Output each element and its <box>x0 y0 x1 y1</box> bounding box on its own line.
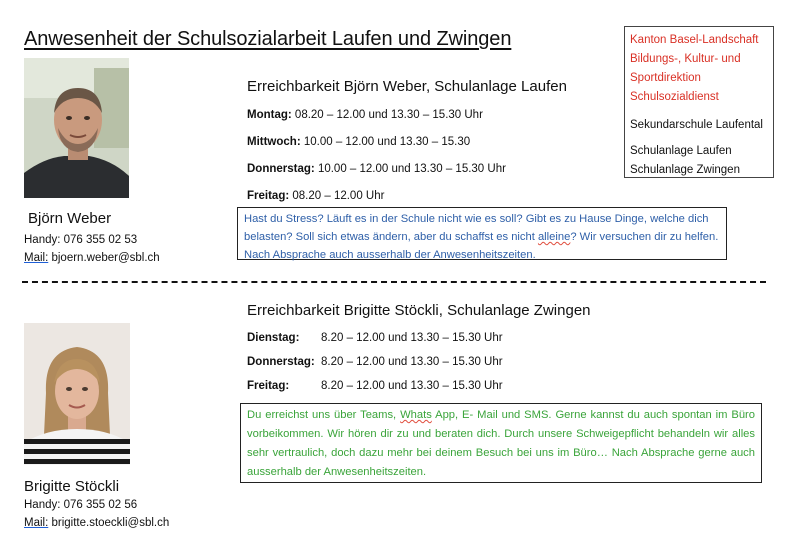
schedule-hours: 08.20 – 12.00 und 13.30 – 15.30 Uhr <box>294 109 483 121</box>
org-department-line2: Sportdirektion <box>630 72 701 84</box>
person1-email-link[interactable]: bjoern.weber@sbl.ch <box>51 252 160 264</box>
person1-schedule-row <box>247 109 483 121</box>
org-site-laufen: Schulanlage Laufen <box>630 145 732 157</box>
schedule-hours: 8.20 – 12.00 und 13.30 – 15.30 Uhr <box>321 380 503 392</box>
person1-name: Björn Weber <box>28 210 112 227</box>
schedule-hours: 8.20 – 12.00 und 13.30 – 15.30 Uhr <box>321 356 503 368</box>
schedule-day: Mittwoch: <box>247 136 301 148</box>
person2-note <box>240 403 762 483</box>
org-school: Sekundarschule Laufental <box>630 119 763 131</box>
person1-heading: Erreichbarkeit Björn Weber, Schulanlage Laufen <box>247 78 567 95</box>
person2-mail-row <box>24 517 169 529</box>
person2-schedule-row <box>247 380 503 392</box>
mail-label: Mail: <box>24 252 49 264</box>
org-service: Schulsozialdienst <box>630 91 719 103</box>
person2-phone: Handy: 076 355 02 56 <box>24 499 138 511</box>
schedule-day: Donnerstag: <box>247 163 315 175</box>
schedule-day: Freitag: <box>247 380 290 392</box>
photo-bjoern-weber <box>24 58 129 198</box>
organization-box <box>624 26 774 178</box>
schedule-hours: 10.00 – 12.00 und 13.30 – 15.30 <box>303 136 471 148</box>
person1-schedule-row <box>247 163 506 175</box>
page-title: Anwesenheit der Schulsozialarbeit Laufen und Zwingen <box>24 28 512 50</box>
photo-brigitte-stoeckli <box>24 323 130 465</box>
person2-heading: Erreichbarkeit Brigitte Stöckli, Schulanlage Zwingen <box>247 302 591 319</box>
section-divider <box>22 281 766 283</box>
person1-schedule-row <box>247 190 384 202</box>
org-department-line1: Bildungs-, Kultur- und <box>630 53 741 65</box>
schedule-hours: 08.20 – 12.00 Uhr <box>292 190 385 202</box>
note-text: Hast du Stress? Läuft es in der Schule nicht wie es soll? Gibt es zu Hause Dinge, welche dich belasten? Soll sich etwas ändern, aber du schaffst es nicht <box>244 213 709 243</box>
org-site-zwingen: Schulanlage Zwingen <box>630 164 740 176</box>
note-text: Du erreichst uns über Teams, <box>247 409 401 421</box>
person2-name: Brigitte Stöckli <box>24 478 120 495</box>
schedule-hours: 8.20 – 12.00 und 13.30 – 15.30 Uhr <box>321 332 503 344</box>
schedule-hours: 10.00 – 12.00 und 13.30 – 15.30 Uhr <box>317 163 506 175</box>
person1-phone: Handy: 076 355 02 53 <box>24 234 138 246</box>
person1-mail-row <box>24 252 160 264</box>
schedule-day: Montag: <box>247 109 292 121</box>
person1-schedule-row <box>247 136 470 148</box>
schedule-day: Freitag: <box>247 190 290 202</box>
person2-schedule-row <box>247 356 503 368</box>
note-text: App, E- Mail und SMS. Gerne kannst du auch spontan im Büro vorbeikommen. Wir hören dir zu und beraten dich. Durch unsere Schweigepflicht behandeln wir alles sehr vertraulich, doch dazu mehr bei deinem Besuch bei uns im Büro… Nach Absprache gerne auch ausserhalb der Anwesenheitszeiten. <box>247 409 755 478</box>
note-text: ? Wir versuchen dir zu helfen. Nach Absprache auch ausserhalb der Anwesenheitszeiten. <box>244 231 719 261</box>
person2-schedule-row <box>247 332 503 344</box>
person2-email-link[interactable]: brigitte.stoeckli@sbl.ch <box>51 517 170 529</box>
note-text-flagged: alleine <box>537 231 571 243</box>
person1-note <box>237 207 727 260</box>
org-canton: Kanton Basel-Landschaft <box>630 34 759 46</box>
schedule-day: Donnerstag: <box>247 356 315 368</box>
note-text-flagged: Whats <box>400 409 432 421</box>
mail-label: Mail: <box>24 517 49 529</box>
schedule-day: Dienstag: <box>247 332 300 344</box>
